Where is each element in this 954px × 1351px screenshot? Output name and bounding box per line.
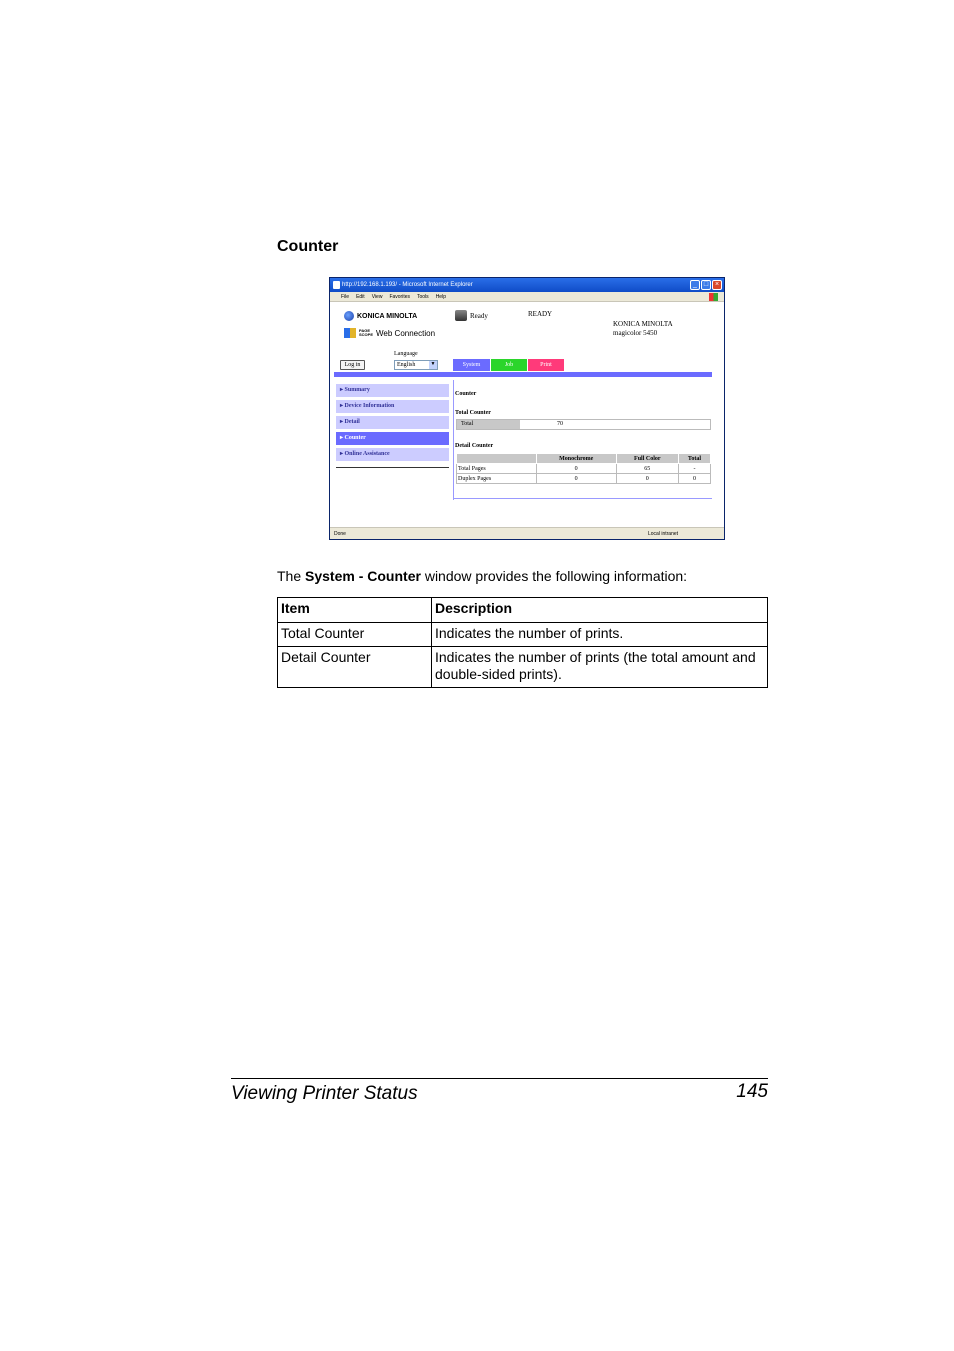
- info-table: [277, 597, 768, 688]
- sidebar-item-device-information[interactable]: ▸ Device Information: [336, 400, 449, 413]
- sidebar-item-detail[interactable]: ▸ Detail: [336, 416, 449, 429]
- content-divider-vertical: [453, 380, 454, 500]
- model-brand: KONICA MINOLTA: [613, 320, 673, 328]
- printer-icon: [455, 310, 467, 321]
- pagescope-mark-icon: [344, 328, 356, 338]
- minimize-icon[interactable]: _: [690, 280, 700, 290]
- detail-cell: 0: [616, 474, 678, 484]
- language-select[interactable]: [394, 360, 438, 370]
- pagescope-small-1: PAGE: [359, 328, 371, 333]
- info-item: Total Counter: [278, 623, 432, 647]
- page-number: 145: [736, 1081, 768, 1102]
- description-text: The System - Counter window provides the following information:: [277, 568, 688, 584]
- total-value: 70: [557, 421, 563, 427]
- browser-title: http://192.168.1.193/ - Microsoft Internet Explorer: [342, 282, 473, 288]
- web-page: [330, 303, 724, 527]
- detail-header-monochrome: Monochrome: [536, 454, 616, 464]
- detail-counter-table: [456, 453, 711, 484]
- login-button[interactable]: Log in: [340, 360, 365, 370]
- detail-row-label: Total Pages: [457, 464, 537, 474]
- footer-title: Viewing Printer Status: [231, 1083, 418, 1104]
- detail-cell: 0: [678, 474, 710, 484]
- sidebar-item-online-assistance[interactable]: ▸ Online Assistance: [336, 448, 449, 461]
- detail-cell: -: [678, 464, 710, 474]
- detail-header-full-color: Full Color: [616, 454, 678, 464]
- close-icon[interactable]: ×: [712, 280, 722, 290]
- tab-job[interactable]: Job: [491, 359, 527, 371]
- table-row: [278, 623, 768, 647]
- brand-text: KONICA MINOLTA: [357, 312, 418, 320]
- windows-logo-icon: [709, 293, 718, 301]
- detail-cell: 0: [536, 474, 616, 484]
- section-title: Counter: [277, 238, 339, 255]
- description-bold: System - Counter: [305, 568, 421, 584]
- status-text: Ready: [470, 311, 488, 320]
- language-label: Language: [394, 351, 418, 357]
- total-counter-row: [456, 419, 711, 430]
- statusbar-zone: Local intranet: [648, 531, 679, 537]
- total-label: Total: [457, 420, 520, 429]
- detail-row-label: Duplex Pages: [457, 474, 537, 484]
- sidebar: [336, 384, 449, 464]
- table-row: [457, 464, 711, 474]
- model-name: magicolor 5450: [613, 329, 658, 337]
- header-divider-bar: [334, 372, 712, 377]
- browser-titlebar: [330, 278, 724, 292]
- globe-icon: [344, 311, 354, 321]
- detail-cell: 0: [536, 464, 616, 474]
- content-heading: Counter: [455, 391, 477, 397]
- info-item: Detail Counter: [278, 647, 432, 688]
- footer-rule: [231, 1078, 768, 1079]
- konica-minolta-logo: [344, 311, 417, 321]
- printer-status: [455, 310, 488, 321]
- info-description: Indicates the number of prints (the total amount and double-sided prints).: [432, 647, 768, 688]
- menu-favorites[interactable]: Favorites: [389, 294, 410, 300]
- table-row: [457, 474, 711, 484]
- maximize-icon[interactable]: □: [701, 280, 711, 290]
- browser-statusbar: [330, 527, 724, 539]
- detail-cell: 65: [616, 464, 678, 474]
- menu-help[interactable]: Help: [435, 294, 446, 300]
- info-header-description: Description: [432, 598, 768, 623]
- detail-header-total: Total: [678, 454, 710, 464]
- browser-screenshot: [329, 277, 725, 540]
- menu-file[interactable]: File: [341, 294, 350, 300]
- pagescope-logo: [344, 328, 435, 338]
- info-header-item: Item: [278, 598, 432, 623]
- sidebar-item-counter[interactable]: ▸ Counter: [336, 432, 449, 445]
- total-counter-heading: Total Counter: [455, 410, 491, 416]
- ie-icon: [333, 281, 340, 289]
- tab-system[interactable]: System: [453, 359, 490, 371]
- detail-counter-heading: Detail Counter: [455, 443, 494, 449]
- statusbar-done: Done: [334, 531, 346, 537]
- pagescope-text: Web Connection: [376, 328, 436, 338]
- detail-header-blank: [457, 454, 537, 464]
- language-value: English: [397, 362, 416, 368]
- content-divider-bottom: [453, 498, 712, 499]
- browser-menubar: [330, 292, 724, 302]
- sidebar-item-summary[interactable]: ▸ Summary: [336, 384, 449, 397]
- menu-edit[interactable]: Edit: [356, 294, 365, 300]
- sidebar-divider: [336, 467, 449, 468]
- menu-tools[interactable]: Tools: [417, 294, 429, 300]
- status-caps: READY: [528, 310, 553, 318]
- info-description: Indicates the number of prints.: [432, 623, 768, 647]
- tab-print[interactable]: Print: [528, 359, 564, 371]
- table-row: [278, 647, 768, 688]
- chevron-down-icon[interactable]: ▼: [430, 362, 436, 367]
- menu-view[interactable]: View: [371, 294, 383, 300]
- pagescope-small-2: SCOPE: [359, 332, 374, 337]
